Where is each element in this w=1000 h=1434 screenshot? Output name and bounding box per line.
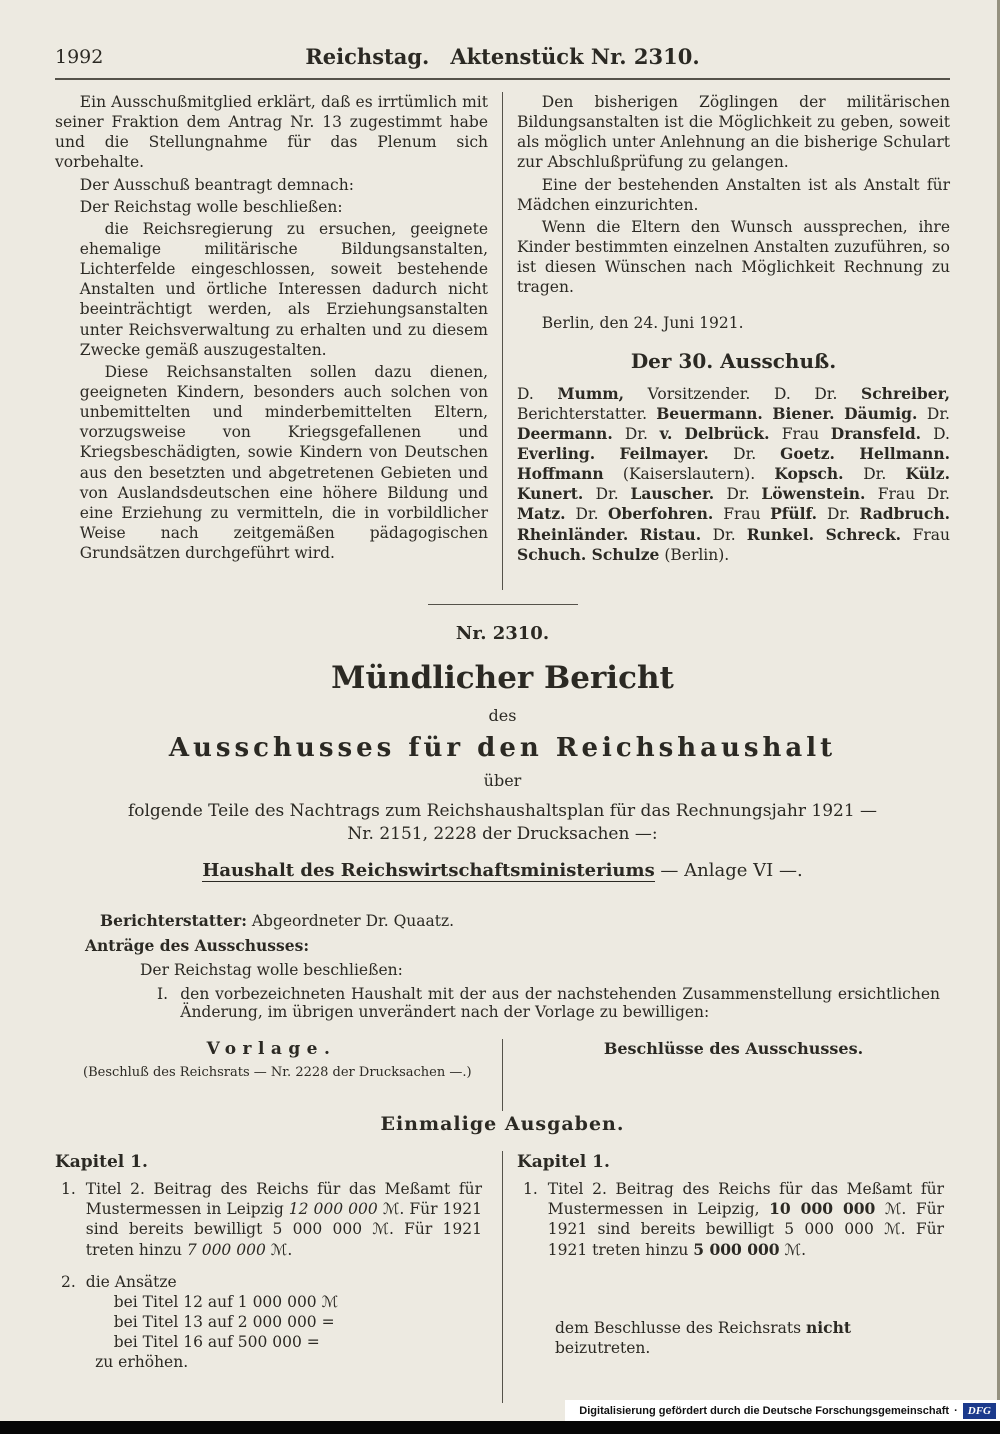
item-number: 2. <box>61 1272 76 1291</box>
paragraph: die Reichsregierung zu ersuchen, geeignete ehemalige militärische Bildungsanstalten, Lichterfelde eingeschlossen, soweit bestehende Anstalten und örtliche Interessen dadurch nicht beeinträchtigt werden, als Erziehungsanstalten unter Reichsverwaltung zu erhalten und zu diesem Zwecke gemäß auszugestalten. <box>79 219 488 359</box>
reichsrat-note: dem Beschlusse des Reichsrats nicht beizutreten. <box>555 1317 852 1357</box>
motions-heading: Anträge des Ausschusses: <box>85 936 310 955</box>
item-intro: die Ansätze <box>85 1272 177 1291</box>
digitization-credit <box>565 1400 1000 1421</box>
resolution-section <box>55 92 950 590</box>
titel-line: bei Titel 16 auf 500 000 = <box>113 1333 320 1352</box>
document-subject: folgende Teile des Nachtrags zum Reichshaushaltsplan für das Rechnungsjahr 1921 — Nr. 2151, 2228 der Drucksachen —: <box>127 801 878 844</box>
kapitel-item <box>61 1179 488 1260</box>
beschluesse-header <box>517 1039 950 1111</box>
einmalige-ausgaben-heading: Einmalige Ausgaben. <box>380 1113 625 1135</box>
rapporteur-name: Abgeordneter Dr. Quaatz. <box>246 912 455 930</box>
dateline: Berlin, den 24. Juni 1921. <box>541 314 744 333</box>
paragraph: Ein Ausschußmitglied erklärt, daß es irrtümlich mit seiner Fraktion dem Antrag Nr. 13 zugestimmt habe und die Stellungnahme für das Plenum sich vorbehalte. <box>55 93 488 172</box>
section-divider <box>428 604 578 605</box>
titel-line: bei Titel 12 auf 1 000 000 ℳ <box>113 1292 339 1311</box>
des-line: des <box>488 706 517 725</box>
ueber-line: über <box>483 771 522 790</box>
bottom-black-bar <box>0 1421 1000 1434</box>
column-divider <box>502 1039 503 1111</box>
item-text: Titel 2. Beitrag des Reichs für das Meßamt für Mustermessen in Leipzig 12 000 000 ℳ. Für 1921 sind bereits bewilligt 5 000 000 ℳ. Für 1921 treten hinzu 7 000 000 ℳ. <box>85 1180 482 1259</box>
paragraph: Der Ausschuß beantragt demnach: <box>79 175 354 194</box>
paragraph: Den bisherigen Zöglingen der militärischen Bildungsanstalten ist die Möglichkeit zu geben, soweit als möglich unter Anlehnung an die bisherige Schulart zur Abschlußprüfung zu gelangen. <box>517 93 950 172</box>
motion-number: I. <box>157 985 169 1003</box>
page-number: 1992 <box>55 46 104 68</box>
document-number: Nr. 2310. <box>455 623 550 644</box>
resolution-intro: Der Reichstag wolle beschließen: <box>140 961 403 979</box>
item-text: Titel 2. Beitrag des Reichs für das Meßamt für Mustermessen in Leipzig, 10 000 000 ℳ. Für 1921 sind bereits bewilligt 5 000 000 ℳ. Für 1921 treten hinzu 5 000 000 ℳ. <box>547 1180 945 1259</box>
kapitel-right-column <box>517 1151 950 1403</box>
document-title: Mündlicher Bericht <box>331 660 674 696</box>
paragraph: Diese Reichsanstalten sollen dazu dienen, geeigneten Kindern, besonders auch solchen von unbemittelten und minderbemittelten Eltern, vorzugsweise von Kriegsgefallenen und Kriegsbeschädigten, sowie Kindern von Deutschen aus den besetzten und abgetretenen Gebieten und von Auslandsdeutschen eine höhere Bildung und eine Erziehung zu vermitteln, die in vorbildlicher Weise nach zeitgemäßen pädagogischen Grundsätzen durchgeführt wird. <box>79 362 488 563</box>
item-text <box>86 1272 488 1373</box>
item-number: 1. <box>61 1180 76 1199</box>
titel-line: bei Titel 13 auf 2 000 000 = <box>113 1312 335 1331</box>
kapitel-heading: Kapitel 1. <box>55 1152 148 1172</box>
motion-item-1 <box>85 985 950 1021</box>
motion-text: den vorbezeichneten Haushalt mit der aus der nachstehenden Zusammenstellung ersichtlichen Änderung, im übrigen unverändert nach der Vorlage zu bewilligen: <box>180 985 940 1021</box>
header-title: Reichstag. Aktenstück Nr. 2310. <box>305 44 700 69</box>
title-block <box>55 623 950 911</box>
kapitel-heading: Kapitel 1. <box>517 1152 610 1172</box>
comparison-headers <box>55 1039 950 1111</box>
item-close: zu erhöhen. <box>95 1353 189 1372</box>
vorlage-subtitle: (Beschluß des Reichsrats — Nr. 2228 der Drucksachen —.) <box>83 1065 472 1080</box>
rapporteur-line <box>85 911 950 930</box>
committee-heading: Der 30. Ausschuß. <box>630 348 837 373</box>
vorlage-header <box>55 1039 488 1111</box>
haushalt-title: Haushalt des Reichswirtschaftsministeriums <box>202 859 655 881</box>
haushalt-annex: — Anlage VI —. <box>654 859 803 881</box>
paragraph: Wenn die Eltern den Wunsch aussprechen, ihre Kinder bestimmten einzelnen Anstalten zuzuführen, so ist diesen Wünschen nach Möglichkeit Rechnung zu tragen. <box>517 217 950 297</box>
right-column <box>517 92 950 590</box>
dfg-logo: DFG <box>963 1403 996 1419</box>
kapitel-item <box>523 1179 950 1260</box>
credit-separator: · <box>954 1404 958 1417</box>
kapitel-item <box>61 1272 488 1373</box>
committee-title: Ausschusses für den Reichshaushalt <box>168 733 837 763</box>
column-divider <box>502 92 503 590</box>
paragraph: Der Reichstag wolle beschließen: <box>79 197 343 216</box>
credit-text: Digitalisierung gefördert durch die Deutsche Forschungsgemeinschaft <box>579 1404 950 1417</box>
item-number: 1. <box>523 1180 538 1199</box>
kapitel-section <box>55 1151 950 1403</box>
haushalt-line <box>55 860 950 881</box>
committee-members: D. Mumm, Vorsitzender. D. Dr. Schreiber, Berichterstatter. Beuermann. Biener. Däumig. Dr. Deermann. Dr. v. Delbrück. Frau Dransfeld. D. Everling. Feilmayer. Dr. Goetz. Hellmann. Hoffmann (Kaiserslautern). Kopsch. Dr. Külz. Kunert. Dr. Lauscher. Dr. Löwenstein. Frau Dr. Matz. Dr. Oberfohren. Frau Pfülf. Dr. Radbruch. Rheinländer. Ristau. Dr. Runkel. Schreck. Frau Schuch. Schulze (Berlin). <box>517 383 950 564</box>
page-header <box>55 44 950 74</box>
kapitel-left-column <box>55 1151 488 1403</box>
column-divider <box>502 1151 503 1403</box>
rapporteur-section <box>85 911 950 1039</box>
vorlage-title: Vorlage. <box>206 1039 337 1059</box>
beschluesse-title: Beschlüsse des Ausschusses. <box>603 1039 864 1058</box>
header-rule <box>55 78 950 80</box>
paragraph: Eine der bestehenden Anstalten ist als Anstalt für Mädchen einzurichten. <box>517 175 950 214</box>
rapporteur-label: Berichterstatter: <box>100 911 247 930</box>
left-column <box>55 92 488 590</box>
